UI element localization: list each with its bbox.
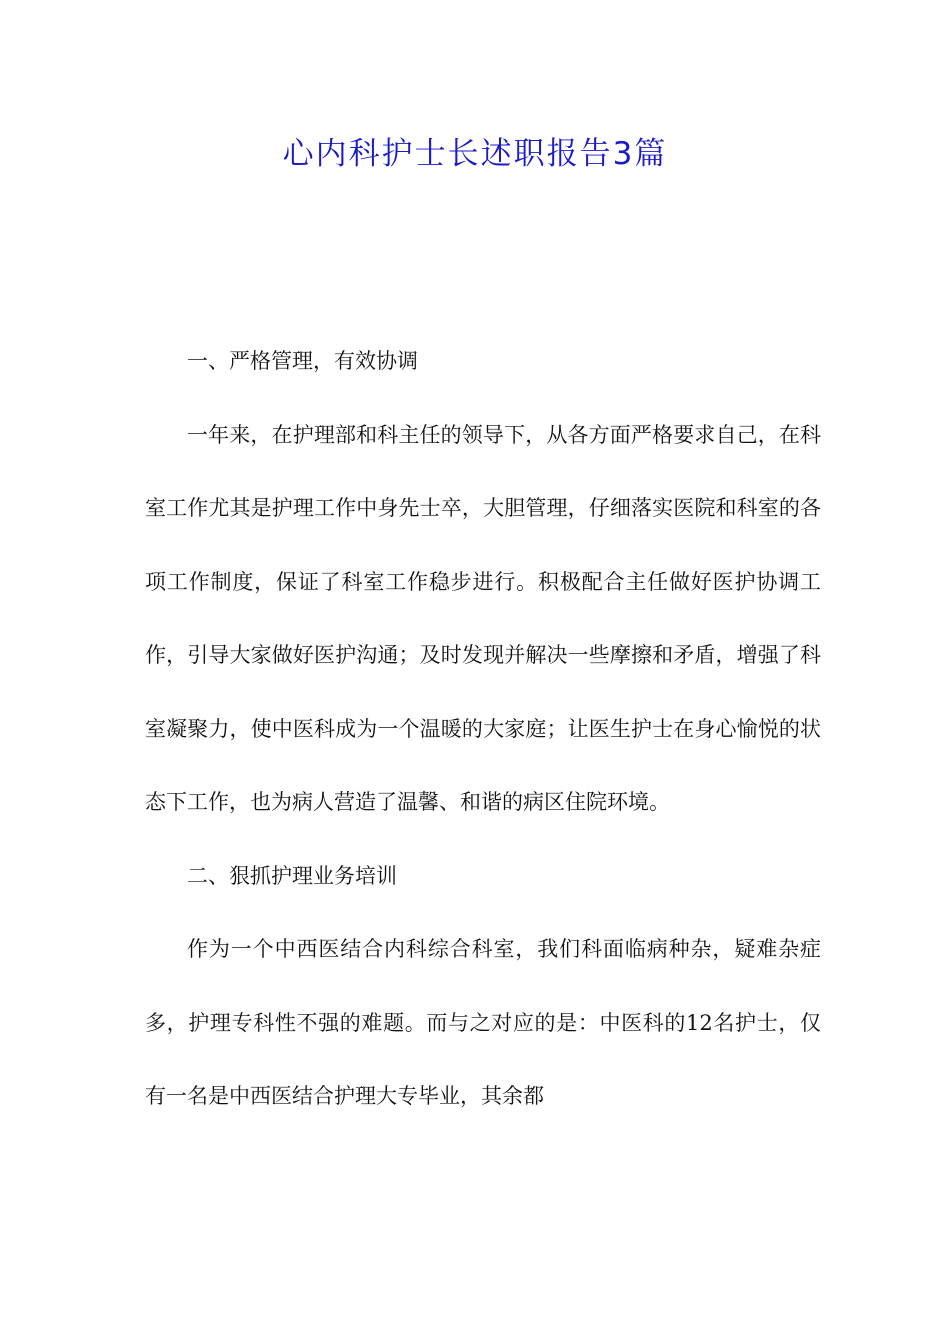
section-paragraph-1: 一年来，在护理部和科主任的领导下，从各方面严格要求自己，在科室工作尤其是护理工作中身先士卒，大胆管理，仔细落实医院和科室的各项工作制度，保证了科室工作稳步进行。积极配合主任做好医护协调工作，引导大家做好医护沟通；及时发现并解决一些摩擦和矛盾，增强了科室凝聚力，使中医科成为一个温暖的大家庭；让医生护士在身心愉悦的状态下工作，也为病人营造了温馨、和谐的病区住院环境。 (145, 422, 821, 814)
document-body (145, 325, 821, 1134)
section-heading-1: 一、严格管理，有效协调 (187, 349, 418, 373)
section-paragraph-2: 作为一个中西医结合内科综合科室，我们科面临病种杂，疑难杂症多，护理专科性不强的难题。而与之对应的是：中医科的12名护士，仅有一名是中西医结合护理大专毕业，其余都 (145, 937, 821, 1108)
document-title: 心内科护士长述职报告3篇 (282, 136, 668, 172)
section-heading-2: 二、狠抓护理业务培训 (187, 863, 397, 888)
